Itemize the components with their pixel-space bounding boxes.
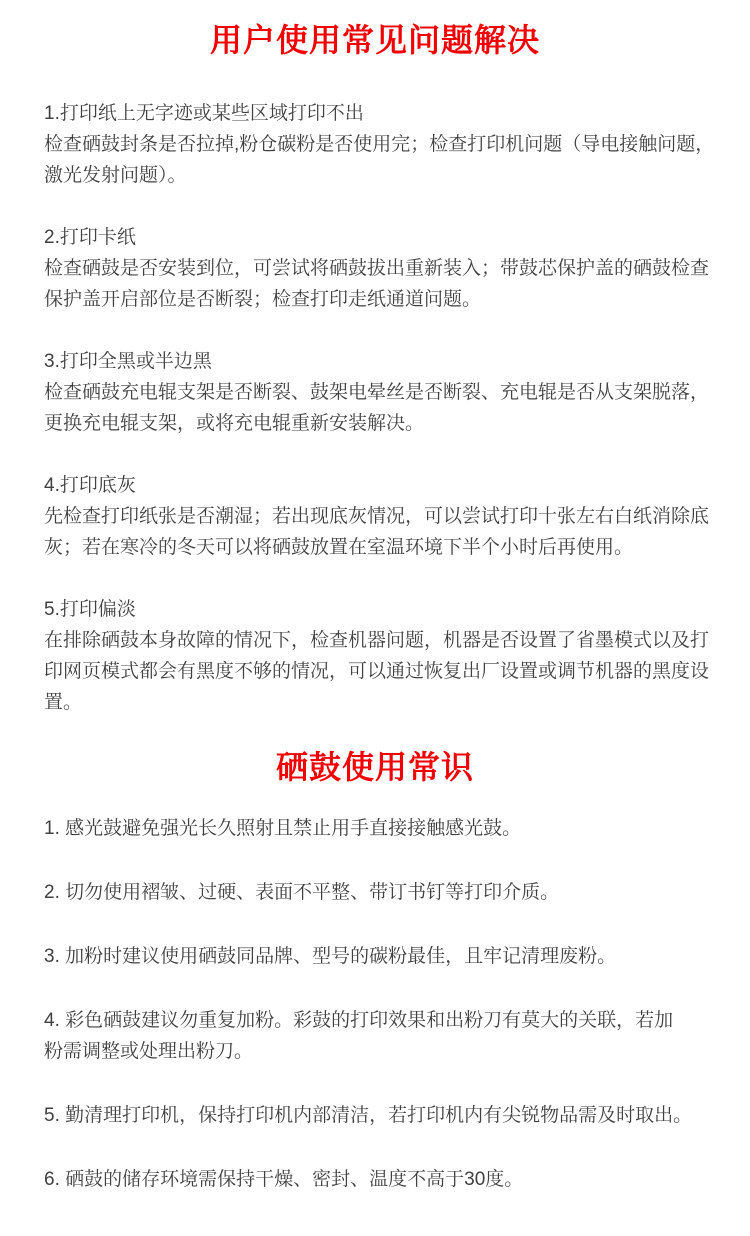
faq-item	[44, 98, 715, 191]
tips-item-line: 3. 加粉时建议使用硒鼓同品牌、型号的碳粉最佳，且牢记清理废粉。	[44, 946, 617, 967]
faq-item-line: 更换充电辊支架，或将充电辊重新安装解决。	[44, 413, 425, 434]
tips-item-line: 5. 勤清理打印机，保持打印机内部清洁，若打印机内有尖锐物品需及时取出。	[44, 1105, 693, 1126]
tips-item	[44, 941, 706, 972]
faq-item-line: 置。	[44, 692, 83, 713]
faq-item-line: 检查硒鼓封条是否拉掉,粉仓碳粉是否使用完；检查打印机问题（导电接触问题，	[44, 134, 715, 155]
faq-item-line: 灰；若在寒冷的冬天可以将硒鼓放置在室温环境下半个小时后再使用。	[44, 537, 634, 558]
faq-item-heading: 4.打印底灰	[44, 475, 136, 496]
faq-section-title: 用户使用常见问题解决	[209, 22, 540, 58]
tips-section-title: 硒鼓使用常识	[275, 749, 474, 785]
faq-item-heading: 1.打印纸上无字迹或某些区域打印不出	[44, 103, 364, 124]
tips-item-line: 2. 切勿使用褶皱、过硬、表面不平整、带订书钉等打印介质。	[44, 882, 560, 903]
faq-item-line: 先检查打印纸张是否潮湿；若出现底灰情况，可以尝试打印十张左右白纸消除底	[44, 506, 710, 527]
faq-item-line: 检查硒鼓充电辊支架是否断裂、鼓架电晕丝是否断裂、充电辊是否从支架脱落，	[44, 382, 710, 403]
faq-item-line: 检查硒鼓是否安装到位，可尝试将硒鼓拔出重新装入；带鼓芯保护盖的硒鼓检查	[44, 258, 710, 279]
faq-item	[44, 222, 710, 315]
tips-item	[44, 1005, 706, 1067]
faq-item-heading: 5.打印偏淡	[44, 599, 136, 620]
faq-item	[44, 594, 710, 718]
tips-item-line: 4. 彩色硒鼓建议勿重复加粉。彩鼓的打印效果和出粉刀有莫大的关联，若加	[44, 1010, 674, 1031]
tips-item	[44, 1100, 706, 1131]
faq-item	[44, 346, 710, 439]
tips-item-line: 粉需调整或处理出粉刀。	[44, 1041, 254, 1062]
faq-item-line: 印网页模式都会有黑度不够的情况，可以通过恢复出厂设置或调节机器的黑度设	[44, 661, 710, 682]
faq-item-heading: 2.打印卡纸	[44, 227, 136, 248]
faq-item-heading: 3.打印全黑或半边黑	[44, 351, 212, 372]
tips-item	[44, 813, 706, 844]
faq-item-line: 保护盖开启部位是否断裂；检查打印走纸通道问题。	[44, 289, 482, 310]
faq-item	[44, 470, 710, 563]
tips-item	[44, 1164, 706, 1195]
tips-item-line: 1. 感光鼓避免强光长久照射且禁止用手直接接触感光鼓。	[44, 818, 522, 839]
tips-item-line: 6. 硒鼓的储存环境需保持干燥、密封、温度不高于30度。	[44, 1169, 524, 1190]
faq-item-line: 在排除硒鼓本身故障的情况下，检查机器问题，机器是否设置了省墨模式以及打	[44, 630, 710, 651]
tips-item	[44, 877, 706, 908]
faq-item-line: 激光发射问题）。	[44, 165, 187, 186]
